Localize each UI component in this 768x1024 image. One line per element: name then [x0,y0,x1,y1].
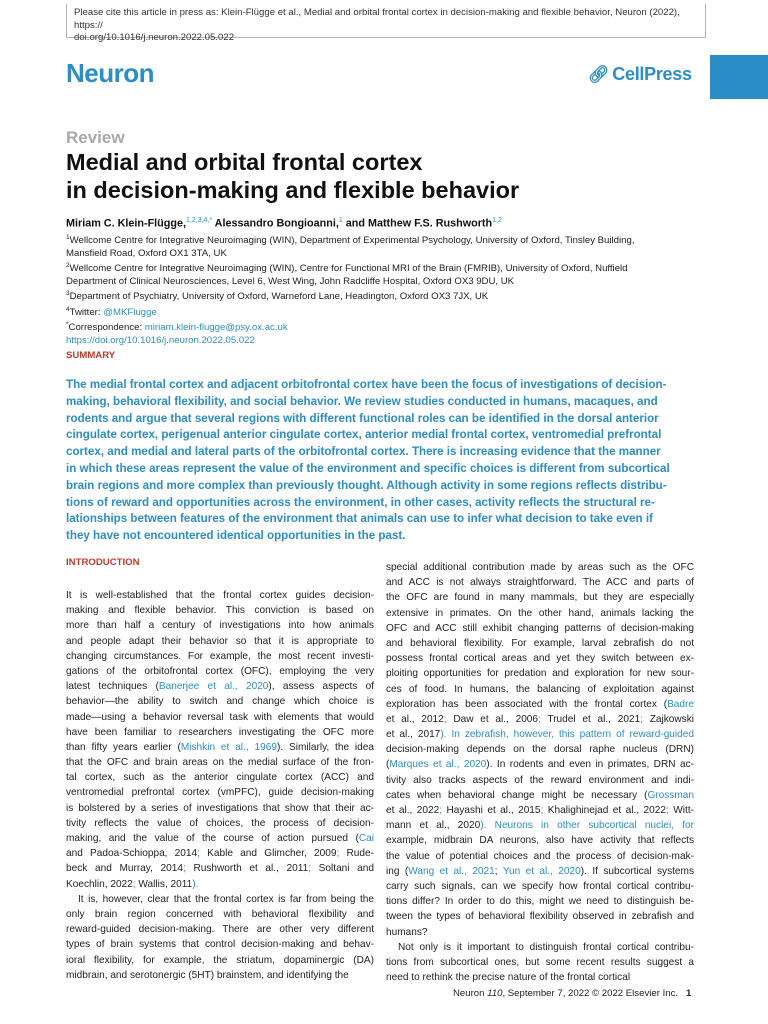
affiliations [66,232,706,347]
correspondence-label: Correspondence: [68,322,145,334]
affil-sup: * [66,321,69,329]
body-text: only brain region concerned with behavioral flexibility and [66,908,374,920]
footer-date: , September 7, 2022 © 2022 Elsevier Inc. [502,988,679,999]
publisher-name: CellPress [612,64,692,84]
body-text: Zajkowski [649,713,694,725]
body-text: It is well-established that the frontal cortex guides decision- [66,590,374,601]
body-line [386,970,694,985]
body-text: tivity reflects the value of choices, the process of decision- [66,817,374,829]
body-line [66,968,374,983]
twitter-line [66,304,706,320]
citation-link[interactable]: ). Neurons in other subcortical nuclei, for [480,820,694,832]
citation-link[interactable]: Grossman [647,789,694,801]
body-text: than fifty years earlier ( [66,741,181,753]
body-text: example, midbrain DA neurons, also have activity that reflects [386,835,694,847]
body-text: types of brain systems that control decision-making and behav- [66,939,374,951]
body-text: et al., 2012 [386,713,444,725]
body-text: is bolstered by a series of investigations that show that their ac- [66,802,374,814]
citation-notice-line2: doi.org/10.1016/j.neuron.2022.05.022 [74,32,235,43]
section-tab [710,55,768,99]
email-link[interactable]: miriam.klein-flugge@psy.ox.ac.uk [144,322,288,334]
body-line [66,953,374,968]
body-line [66,816,374,831]
body-column-left [66,588,374,983]
body-text: ces of food. In humans, the balancing of exploitation against [386,683,694,695]
citation-link[interactable]: Wang et al., 2021 [408,865,495,877]
body-text: and people adapt their behavior so that it is appropriate to [66,635,374,647]
summary-line: cortex, and medial and lateral parts of the orbitofrontal cortex. There is increasing evidence that the manner [66,445,661,459]
correspondence-line [66,319,706,335]
body-column-right [386,560,694,985]
journal-name: Neuron [66,58,154,88]
body-line [66,710,374,725]
affil-text: Wellcome Centre for Integrative Neuroimaging (WIN), Centre for Functional MRI of the Brain (FMRIB), University of Oxford, Nuffield [69,263,628,275]
body-line [66,634,374,649]
citation-link[interactable]: ). [192,878,199,890]
author-name: Alessandro Bongioanni, [212,217,339,230]
body-line [386,697,694,712]
body-line [386,925,694,940]
affil-sup: 1 [66,234,70,241]
body-line [386,606,694,621]
affiliation-cont: Department of Clinical Neurosciences, Level 6, West Wing, John Radcliffe Hospital, Oxford OX3 9DU, UK [66,275,515,287]
summary-line: tions of reward and opportunities across the environment, in other cases, activity reflects the structural re- [66,495,655,509]
body-text: midbrain, and serotonergic (5HT) brainstem, and identifying the [66,969,349,981]
body-text: tions differ? In order to do this, might we need to distinguish be- [386,896,694,908]
summary-line: they have not encountered identical opportunities in the past. [66,529,406,543]
body-line [386,833,694,848]
footer-journal: Neuron [453,988,488,999]
citation-link[interactable]: Banerjee et al., 2020 [158,681,269,693]
affil-text: Wellcome Centre for Integrative Neuroimaging (WIN), Department of Experimental Psychology, University of Oxford, Tinsley Building, [69,235,635,247]
body-line [66,770,374,785]
footer-volume: 110 [487,988,503,999]
body-text: Khalighinejad et al., 2022 [547,805,667,816]
citation-link[interactable]: ; [183,863,194,875]
body-line [66,725,374,740]
body-text: cates when behavioral change might be necessary ( [386,789,648,801]
body-line [386,788,694,803]
author-affil-sup: 1,2,3,4,* [185,217,213,224]
body-line [386,590,694,605]
body-line [66,785,374,800]
body-text: that the OFC and brain areas on the medial surface of the fron- [66,757,374,769]
citation-link[interactable]: ; [666,805,674,816]
body-text: ( [386,759,390,771]
body-text: latest techniques ( [66,681,159,693]
body-text: beck and Murray, 2014 [66,863,183,875]
cellpress-logo-icon: 🔗︎ [588,65,610,84]
body-text: et al., 2022 [386,805,440,816]
body-text: exploration has been associated with the frontal cortex ( [386,698,668,710]
body-line [66,740,374,755]
body-text: and behavioral flexibility. For example, larval zebrafish do not [386,637,694,649]
body-line [66,664,374,679]
body-line [386,894,694,909]
body-text: have been familiar to researchers investigating the OFC more [66,726,374,738]
body-text: extensive in primates. On the other hand, animals lacking the [386,607,694,619]
summary-heading: SUMMARY [66,350,116,361]
body-text: Soltani and [318,863,375,875]
author-affil-sup: 1 [338,217,343,224]
body-line [386,940,694,955]
body-line [386,575,694,590]
body-line [66,694,374,709]
page-number: 1 [686,988,692,999]
body-text: decision-making depends on the dorsal raphe nucleus (DRN) [386,744,694,756]
body-line [386,682,694,697]
author-affil-sup: 1,2 [492,217,502,224]
citation-link[interactable]: Cai [358,833,374,844]
body-line [66,618,374,633]
body-text: more than half a century of investigations into how animals [66,620,374,632]
body-line [386,651,694,666]
body-line [66,937,374,952]
citation-link[interactable]: ; [197,848,208,860]
publisher-logo [588,64,692,85]
body-line [66,588,374,603]
affil-sup: 3 [66,290,70,297]
citation-notice-line1: Please cite this article in press as: Klein-Flügge et al., Medial and orbital frontal cortex in decision-making and flexible behavior, Neuron (2022), https:// [74,7,680,31]
body-line [66,679,374,694]
body-text: made—using a behavior reversal task with elements that would [66,711,374,723]
title-line: in decision-making and flexible behavior [66,177,520,203]
body-line [66,846,374,861]
body-text: the OFC are found in many mammals, but they are especially [386,592,694,604]
citation-link[interactable]: ; [439,805,447,816]
body-text: Kable and Glimcher, 2009 [207,848,337,860]
body-line [386,849,694,864]
body-text: making and flexible behavior. This conviction is based on [66,605,374,617]
body-text: tions from subcortical ones, but some recent results suggest a [386,956,694,968]
body-line [386,666,694,681]
author-name: Miriam C. Klein-Flügge, [66,217,186,230]
body-line [386,803,694,818]
body-text: possess frontal cortical areas and yet they switch between ex- [386,653,694,665]
body-text: ioral flexibility, for example, the striatum, dopaminergic (DA) [66,954,374,966]
affil-sup: 2 [66,262,70,269]
body-line [66,922,374,937]
body-text: ), assess aspects of [268,681,375,693]
author-list [66,217,502,230]
body-text: mann et al., 2020 [386,820,481,832]
body-text: and ACC is not always straightforward. The ACC and parts of [386,577,694,589]
body-line [66,603,374,618]
body-line [66,801,374,816]
summary-line: brain regions and more complex than previously thought. Although activity in some regions reflects distribu- [66,478,667,492]
summary-line: making, behavioral flexibility, and social behavior. We review studies conducted in humans, macaques, and [66,394,658,408]
body-line [386,727,694,742]
body-text: humans? [386,926,428,938]
body-text: carry such signals, can we specify how frontal cortical contribu- [386,880,694,892]
summary-text [66,377,706,545]
body-text: Rushworth et al., 2011 [193,863,309,875]
body-text: need to rethink the precise nature of the frontal cortical [386,972,631,984]
body-text: ). If subcortical systems [580,865,695,877]
body-text: Daw et al., 2006 [453,713,539,725]
citation-link[interactable]: ; [308,863,319,875]
citation-notice [66,4,706,43]
body-text: ). In rodents and even in primates, DRN ac- [486,759,695,771]
body-line [66,877,374,892]
body-text: the value of potential choices and the process of decision-mak- [386,850,694,862]
affil-sup: 4 [66,305,70,313]
body-text: special additional contribution made by areas such as the OFC [386,562,694,573]
body-text: tivity also tracks aspects of the reward environment and indi- [386,774,694,786]
article-title [66,148,686,204]
twitter-label: Twitter: [69,306,104,318]
title-line: Medial and orbital frontal cortex [66,149,423,175]
body-text: Hayashi et al., 2015 [446,805,541,816]
body-line [386,636,694,651]
body-line [386,879,694,894]
body-text: It is, however, clear that the frontal cortex is far from being the [78,893,374,905]
citation-link[interactable]: ; [132,878,139,890]
summary-line: lationships between features of the environment that animals can use to infer what decision to take even if [66,512,653,526]
body-text: and Padoa-Schioppa, 2014 [66,848,198,860]
body-line [386,909,694,924]
body-line [66,892,374,907]
body-line [66,649,374,664]
body-text: OFC and ACC still exhibit changing patterns of decision-making [386,622,694,634]
citation-link[interactable]: Badre [667,698,694,710]
summary-line: The medial frontal cortex and adjacent orbitofrontal cortex have been the focus of investigations of decision- [66,378,667,391]
body-text: making, and the value of the course of action pursued ( [66,833,359,844]
body-text: reward-guided decision-making. There are other very different [66,924,374,936]
summary-line: cingulate cortex, perigenual anterior cingulate cortex, anterior medial frontal cortex, ventromedial prefrontal [66,428,662,442]
body-text: gations of the orbitofrontal cortex (OFC), employing the very [66,665,374,677]
body-line [386,712,694,727]
body-text: ploiting opportunities for predation and exploration for new sour- [386,668,694,680]
body-text: changing circumstances. For example, the most recent investi- [66,650,374,662]
body-text: Rude- [346,848,375,860]
citation-link[interactable]: ; [443,713,454,725]
body-line [386,818,694,833]
citation-link[interactable]: Yun et al., 2020 [502,865,581,877]
body-line [66,861,374,876]
body-line [66,755,374,770]
body-text: behavior—the ability to switch and change which choice is [66,696,374,708]
citation-link[interactable]: ; [336,848,347,860]
page-footer [453,988,691,999]
author-name: and Matthew F.S. Rushworth [342,217,493,230]
introduction-heading: INTRODUCTION [66,557,140,568]
body-line [386,757,694,772]
body-text: tween the types of behavioral flexibility observed in zebrafish and [386,911,694,923]
summary-line: rodents and argue that several regions with different functional roles can be identified in the dorsal anterior [66,411,659,425]
body-line [386,742,694,757]
body-line [386,773,694,788]
citation-link[interactable]: ; [538,713,548,725]
affiliation-cont: Mansfield Road, Oxford OX1 3TA, UK [66,247,227,259]
body-text: Wallis, 2011 [138,878,193,890]
affiliation [66,288,706,304]
body-text: Trudel et al., 2021 [547,713,641,725]
doi-link[interactable]: https://doi.org/10.1016/j.neuron.2022.05.022 [66,334,255,346]
body-text: Witt- [673,805,694,816]
body-line [66,907,374,922]
body-line [386,621,694,636]
body-text: ing ( [386,865,409,877]
summary-line: in which these areas represent the value of the environment and specific choices is different from subcortical [66,461,670,475]
body-line [386,864,694,879]
body-line [386,560,694,575]
body-text: ; [494,865,503,877]
body-text: et al., 2017 [386,729,441,741]
citation-link[interactable]: ; [640,713,650,725]
affil-text: Department of Psychiatry, University of Oxford, Warneford Lane, Headington, Oxford OX3 7JX, UK [69,291,489,303]
affiliation [66,232,706,248]
citation-link[interactable]: ). In zebrafish, however, this pattern of reward-guided [440,729,695,741]
citation-link[interactable]: ; [540,805,548,816]
citation-link[interactable]: Marques et al., 2020 [389,759,487,771]
body-text: ). Similarly, the idea [276,741,374,753]
article-type: Review [66,128,125,147]
body-line [386,955,694,970]
body-text: tal cortex, such as the anterior cingulate cortex (ACC) and [66,772,374,784]
citation-link[interactable]: Mishkin et al., 1969 [180,741,277,753]
body-text: ventromedial prefrontal cortex (vmPFC), guide decision-making [66,787,374,799]
affiliation [66,260,706,276]
body-text: Not only is it important to distinguish frontal cortical contribu- [398,941,694,953]
twitter-link[interactable]: @MKFlugge [103,306,157,318]
body-text: Koechlin, 2022 [66,878,133,890]
body-line [66,831,374,846]
